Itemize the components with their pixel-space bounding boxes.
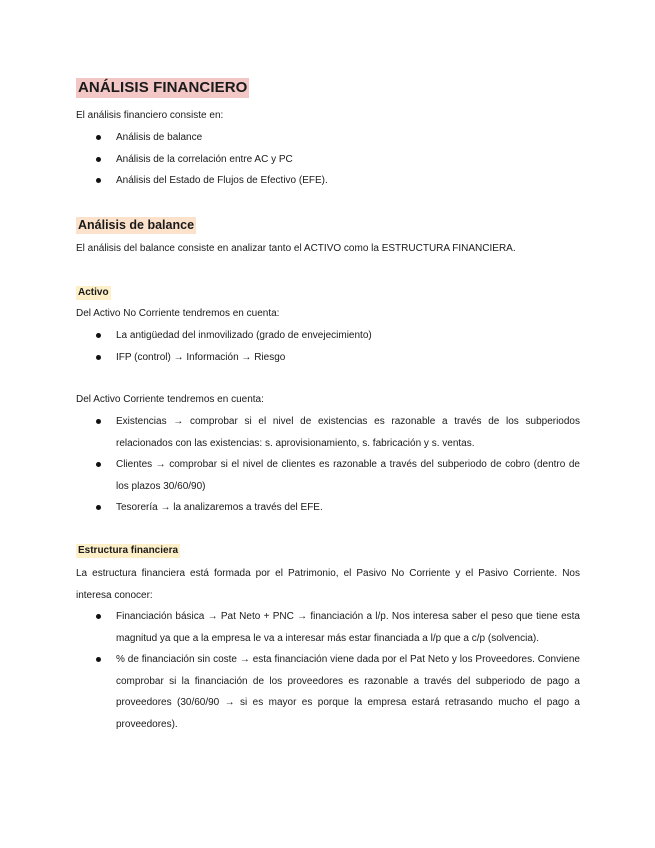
intro-list (76, 127, 580, 192)
section-heading-activo: Activo (78, 287, 109, 298)
intro-text: El análisis financiero consiste en: (76, 110, 224, 121)
list-item: Financiación básica → Pat Neto + PNC → financiación a l/p. Nos interesa saber el peso que tiene esta magnitud ya que a la empresa le va a interesar más estar financiada a l/p que a c/p (solvencia). (76, 606, 580, 649)
section-heading-estructura: Estructura financiera (78, 545, 179, 556)
ac-list (76, 411, 580, 519)
anc-list (76, 325, 580, 368)
bullet-icon (96, 157, 101, 162)
estructura-list (76, 606, 580, 735)
list-item: Análisis del Estado de Flujos de Efectivo (EFE). (76, 170, 580, 192)
bullet-icon (96, 657, 101, 662)
bullet-icon (96, 614, 101, 619)
section-heading-balance: Análisis de balance (78, 218, 195, 232)
bullet-icon (96, 333, 101, 338)
bullet-icon (96, 135, 101, 140)
estructura-text: La estructura financiera está formada por el Patrimonio, el Pasivo No Corriente y el Pasivo Corriente. Nos interesa conocer: (76, 568, 580, 601)
balance-text: El análisis del balance consiste en analizar tanto el ACTIVO como la ESTRUCTURA FINANCIERA. (76, 243, 516, 254)
list-item: Existencias → comprobar si el nivel de existencias es razonable a través de los subperiodos relacionados con las existencias: s. aprovisionamiento, s. fabricación y s. ventas. (76, 411, 580, 454)
ac-intro-text: Del Activo Corriente tendremos en cuenta: (76, 394, 264, 405)
list-item: IFP (control) → Información → Riesgo (76, 347, 580, 369)
bullet-icon (96, 462, 101, 467)
anc-intro-text: Del Activo No Corriente tendremos en cuenta: (76, 308, 280, 319)
bullet-icon (96, 419, 101, 424)
list-item: Análisis de la correlación entre AC y PC (76, 149, 580, 171)
bullet-icon (96, 355, 101, 360)
list-item: Análisis de balance (76, 127, 580, 149)
bullet-icon (96, 505, 101, 510)
list-item: % de financiación sin coste → esta financiación viene dada por el Pat Neto y los Proveedores. Conviene comprobar si la financiación de los proveedores es razonable a través del subperiodo de pago a proveedores (30/60/90 → si es mayor es porque la empresa estará retrasando mucho el pago a proveedores). (76, 649, 580, 735)
page-title: ANÁLISIS FINANCIERO (78, 79, 248, 96)
list-item: Clientes → comprobar si el nivel de clientes es razonable a través del subperiodo de cobro (dentro de los plazos 30/60/90) (76, 454, 580, 497)
bullet-icon (96, 178, 101, 183)
list-item: La antigüedad del inmovilizado (grado de envejecimiento) (76, 325, 580, 347)
list-item: Tesorería → la analizaremos a través del EFE. (76, 497, 580, 519)
